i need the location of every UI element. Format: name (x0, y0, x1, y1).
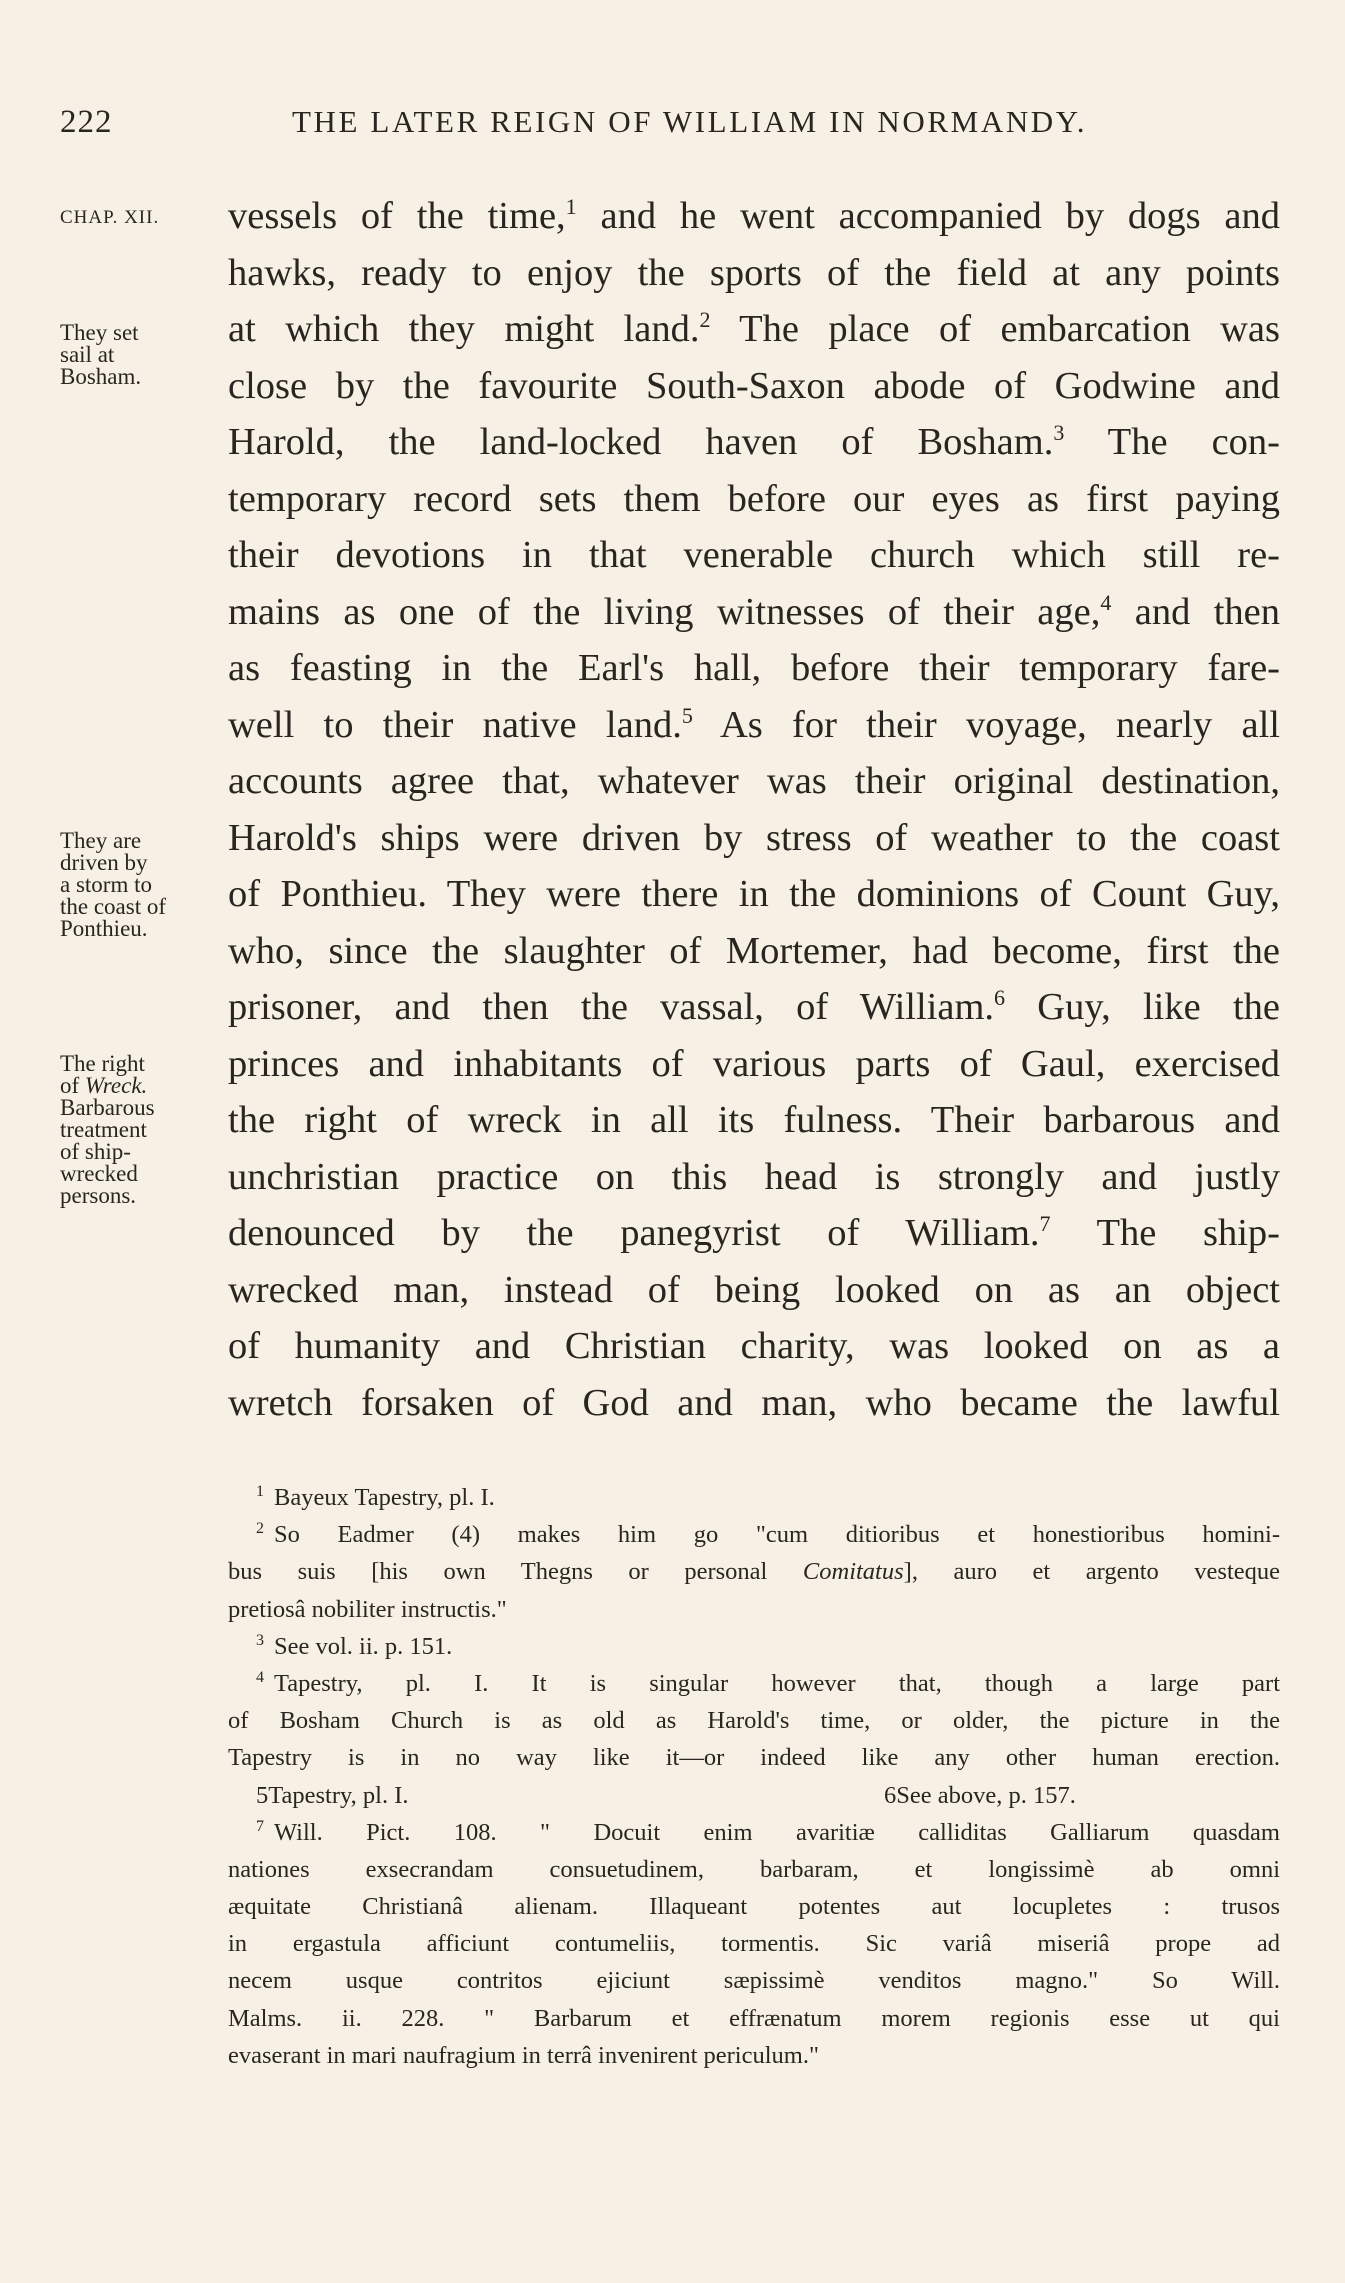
page-header (60, 104, 1282, 144)
text-line: vessels of the time,$^1$ and he went accompanied by dogs and (228, 194, 1281, 237)
footnote-7-cont: æquitate Christianâ alienam. Illaqueant potentes aut locupletes : trusos (228, 1893, 1280, 1921)
text-line: mains as one of the living witnesses of their age,$^4$ and then (228, 589, 1280, 633)
margin-note-line: The right (60, 1051, 145, 1076)
text-line: hawks, ready to enjoy the sports of the field at any points (228, 251, 1280, 294)
footnotes (228, 1480, 1280, 2075)
margin-note-line: They are (60, 828, 142, 853)
margin-note-line: the coast of (60, 894, 167, 919)
margin-note-line: a storm to (60, 872, 152, 897)
margin-note-line: They set (60, 320, 139, 345)
footnote-1: $^1$ Bayeux Tapestry, pl. I. (256, 1482, 495, 1511)
text-line: temporary record sets them before our eyes as first paying (228, 477, 1280, 520)
text-line: of Ponthieu. They were there in the dominions of Count Guy, (228, 873, 1280, 915)
text-line: at which they might land.$^2$ The place of embarcation was (228, 307, 1280, 350)
footnote-3: $^3$ See vol. ii. p. 151. (256, 1631, 453, 1660)
footnote-7-cont: evaserant in mari naufragium in terrâ invenirent periculum." (228, 2041, 819, 2069)
text-line: as feasting in the Earl's hall, before their temporary fare- (228, 647, 1280, 689)
footnotes-5-6 (228, 1778, 1280, 1815)
footnote-ref[interactable]: 5 (681, 702, 693, 728)
footnote-4-cont: Tapestry is in no way like it—or indeed like any other human erection. (228, 1744, 1280, 1772)
footnote-ref[interactable]: 2 (699, 307, 711, 333)
margin-note-storm (60, 830, 230, 940)
margin-note-line: driven by (60, 850, 148, 875)
footnote-5: 5Tapestry, pl. I. (256, 1781, 409, 1809)
footnote-ref[interactable]: 7 (1039, 1211, 1051, 1237)
margin-note-line: sail at (60, 342, 115, 367)
text-line: of humanity and Christian charity, was looked on as a (228, 1325, 1280, 1367)
margin-note-line: of Wreck. (60, 1073, 148, 1098)
page-number: 222 (60, 104, 113, 140)
margin-note-line: persons. (60, 1183, 137, 1208)
margin-chapter (60, 207, 230, 229)
margin-note-line: treatment (60, 1117, 147, 1142)
footnote-ref[interactable]: 3 (1053, 420, 1065, 446)
footnote-7-cont: in ergastula afficiunt contumeliis, tormentis. Sic variâ miseriâ prope ad (228, 1930, 1280, 1958)
footnote-ref[interactable]: 6 (994, 985, 1006, 1011)
footnote-2-cont: bus suis [his own Thegns or personal Comitatus], auro et argento vesteque (228, 1558, 1281, 1586)
chapter-label: CHAP. XII. (60, 207, 160, 228)
footnote-7-cont: nationes exsecrandam consuetudinem, barbaram, et longissimè ab omni (228, 1855, 1280, 1883)
text-line: wretch forsaken of God and man, who became the lawful (228, 1381, 1280, 1424)
body-text (228, 188, 1280, 1431)
margin-note-line: Barbarous (60, 1095, 155, 1120)
footnote-ref[interactable]: 1 (565, 194, 577, 220)
running-head: THE LATER REIGN OF WILLIAM IN NORMANDY. (292, 104, 1088, 139)
text-line: who, since the slaughter of Mortemer, had become, first the (228, 929, 1280, 972)
text-line: prisoner, and then the vassal, of William.$^6$ Guy, like the (228, 985, 1280, 1028)
footnote-2-cont: pretiosâ nobiliter instructis." (228, 1595, 507, 1623)
footnote-7-cont: Malms. ii. 228. " Barbarum et effrænatum morem regionis esse ut qui (228, 2004, 1280, 2032)
text-line: Harold's ships were driven by stress of weather to the coast (228, 816, 1280, 859)
margin-note-line: of ship- (60, 1139, 131, 1164)
text-line: denounced by the panegyrist of William.$^7$ The ship- (228, 1211, 1280, 1254)
text-line: wrecked man, instead of being looked on as an object (228, 1268, 1280, 1311)
text-line: Harold, the land-locked haven of Bosham.$^3$ The con- (228, 420, 1280, 463)
margin-note-line: Ponthieu. (60, 916, 148, 941)
margin-note-wreck (60, 1053, 230, 1207)
footnote-2: $^2$ So Eadmer (4) makes him go "cum ditioribus et honestioribus homini- (256, 1520, 1280, 1549)
footnote-7: $^7$ Will. Pict. 108. " Docuit enim avaritiæ calliditas Galliarum quasdam (256, 1817, 1280, 1846)
footnote-6: 6See above, p. 157. (884, 1781, 1076, 1809)
text-line: the right of wreck in all its fulness. Their barbarous and (228, 1099, 1280, 1141)
footnote-7-cont: necem usque contritos ejiciunt sæpissimè venditos magno." So Will. (228, 1967, 1280, 1995)
text-line: princes and inhabitants of various parts of Gaul, exercised (228, 1042, 1280, 1085)
text-line: unchristian practice on this head is strongly and justly (228, 1155, 1280, 1198)
margin-note-line: wrecked (60, 1161, 138, 1186)
margin-note-line: Bosham. (60, 364, 142, 389)
text-line: well to their native land.$^5$ As for their voyage, nearly all (228, 702, 1280, 746)
text-line: their devotions in that venerable church which still re- (228, 534, 1280, 576)
margin-note-bosham (60, 322, 230, 388)
footnote-ref[interactable]: 4 (1100, 589, 1112, 615)
text-line: accounts agree that, whatever was their original destination, (228, 760, 1280, 802)
text-line: close by the favourite South-Saxon abode of Godwine and (228, 364, 1280, 407)
footnote-4: $^4$ Tapestry, pl. I. It is singular however that, though a large part (256, 1668, 1280, 1697)
footnote-4-cont: of Bosham Church is as old as Harold's time, or older, the picture in the (228, 1707, 1280, 1735)
